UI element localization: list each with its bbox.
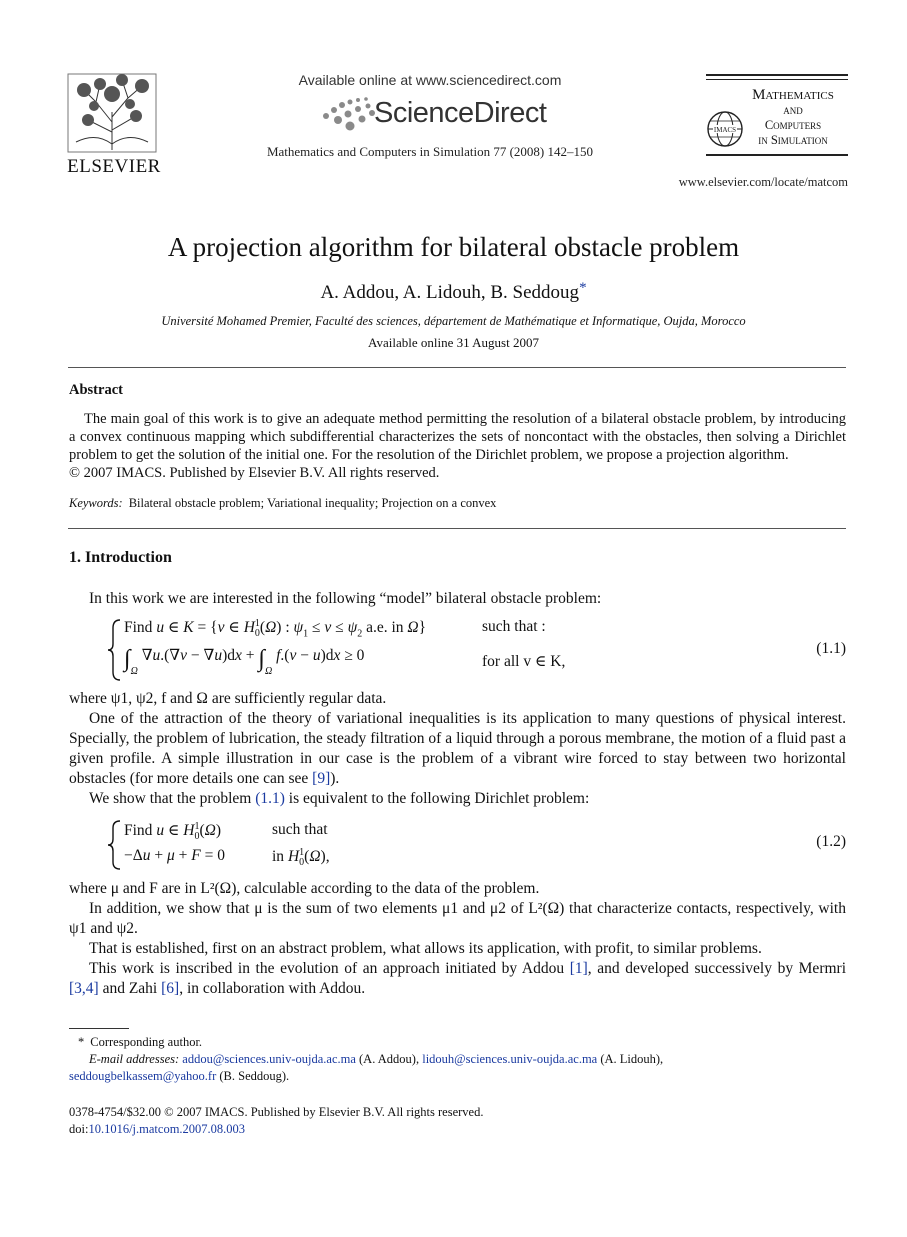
- abstract-text: The main goal of this work is to give an adequate method permitting the resolution of a bilateral obstacle problem, by introducing a convex continuous mapping which subdifferential characterizes the sets of noncontact with the obstacles, then solving a Dirichlet problem to get the solution of the initial one. For the resolution of the Dirichlet problem, we propose a projection algorithm.: [69, 411, 846, 463]
- elsevier-tree-icon: [66, 72, 158, 154]
- equation-1-2-domain: in $H^1_0(\Omega)$,: [272, 847, 330, 869]
- journal-logo: [706, 74, 848, 156]
- abstract-body: [69, 410, 846, 482]
- paragraph-evolution-mid2: and Zahi: [102, 980, 158, 997]
- paragraph-evolution-start: This work is inscribed in the evolution of an approach initiated by Addou: [89, 960, 565, 977]
- top-divider: [68, 367, 846, 368]
- footnote-corresponding: [78, 1034, 202, 1051]
- paragraph-equivalence: [69, 789, 846, 809]
- elsevier-wordmark: ELSEVIER: [67, 156, 161, 177]
- ref-1-link[interactable]: [1]: [569, 960, 588, 977]
- keywords-list: Bilateral obstacle problem; Variational inequality; Projection on a convex: [128, 496, 497, 510]
- author-list: A. Addou, A. Lidouh, B. Seddoug: [320, 282, 580, 303]
- equation-1-2-number: (1.2): [816, 833, 846, 850]
- paragraph-established: That is established, first on an abstract problem, what allows its application, with profit, to similar problems.: [89, 940, 762, 957]
- footnote-emails: [89, 1051, 846, 1068]
- paragraph-attraction-end: ).: [330, 770, 340, 787]
- abstract-divider: [68, 528, 846, 529]
- issn-line: 0378-4754/$32.00 © 2007 IMACS. Published by Elsevier B.V. All rights reserved.: [69, 1105, 484, 1119]
- ref-3-4-link[interactable]: [3,4]: [69, 980, 99, 997]
- available-online-text: Available online at www.sciencedirect.com: [298, 72, 562, 88]
- doi-label: doi:: [69, 1122, 89, 1136]
- equation-1-1-line-1: Find u ∈ K = {v ∈ $H^1_0(\Omega)$ : $\psi_1 \le v \le \psi_2$ a.e. in Ω}: [124, 618, 427, 640]
- doi-line: [69, 1121, 245, 1138]
- ref-6-link[interactable]: [6]: [161, 980, 180, 997]
- email-lidouh-link[interactable]: lidouh@sciences.univ-oujda.ac.ma: [422, 1052, 598, 1066]
- journal-title-block: [738, 88, 848, 148]
- imacs-seal-text: IMACS: [713, 126, 737, 134]
- paragraph-mu-sum: In addition, we show that μ is the sum of two elements μ1 and μ2 of L²(Ω) that characterize contacts, respectively, with ψ1 and ψ2.: [69, 900, 846, 937]
- email-addou-who: (A. Addou),: [359, 1052, 420, 1066]
- equation-1-1-forall: for all v ∈ K,: [482, 653, 566, 670]
- paragraph-data: where ψ1, ψ2, f and Ω are sufficiently regular data.: [69, 690, 387, 707]
- footnote-rule: [69, 1028, 129, 1029]
- journal-url[interactable]: www.elsevier.com/locate/matcom: [678, 175, 848, 189]
- paragraph-evolution: [69, 959, 846, 999]
- equation-1-1-such-that: such that :: [482, 618, 546, 635]
- publisher-header: [230, 72, 630, 160]
- authors: [0, 280, 907, 304]
- equation-1-2-line-1: Find u ∈ $H^1_0(\Omega)$: [124, 821, 222, 843]
- doi-link[interactable]: 10.1016/j.matcom.2007.08.003: [88, 1122, 246, 1136]
- paragraph-equivalence-end: is equivalent to the following Dirichlet problem:: [288, 790, 590, 807]
- paragraph-attraction-text: One of the attraction of the theory of variational inequalities is its application to many questions of physical interest. Specially, the problem of lubrication, the steady filtration of a liquid through a porous membrane, the motion of a fluid past a given profile. A simple illustration in our case is the problem of a vibrant wire forced to stay between two horizontal obstacles (for more details one can see: [69, 710, 846, 787]
- keywords: [69, 496, 496, 511]
- email-lidouh-who: (A. Lidouh),: [600, 1052, 664, 1066]
- section-heading: 1. Introduction: [69, 549, 172, 566]
- footnote-corresponding-text: Corresponding author.: [90, 1035, 203, 1049]
- eq-1-1-link[interactable]: (1.1): [255, 790, 285, 807]
- email-seddoug-link[interactable]: seddougbelkassem@yahoo.fr: [69, 1069, 217, 1083]
- footnote-emails-line-2: [69, 1068, 289, 1085]
- sciencedirect-logo: [230, 92, 630, 136]
- equation-1-2-such-that: such that: [272, 821, 328, 838]
- equation-1-2: [102, 817, 846, 873]
- left-brace-icon: [106, 618, 122, 682]
- paragraph-mu-f: where μ and F are in L²(Ω), calculable according to the data of the problem.: [69, 880, 540, 897]
- sciencedirect-wordmark: ScienceDirect: [374, 97, 547, 129]
- journal-citation: Mathematics and Computers in Simulation 77 (2008) 142–150: [266, 144, 594, 159]
- abstract-copyright: © 2007 IMACS. Published by Elsevier B.V. All rights reserved.: [69, 465, 440, 481]
- paragraph-evolution-end: , in collaboration with Addou.: [179, 980, 366, 997]
- journal-title-line-3: Computers: [764, 118, 822, 132]
- available-date: Available online 31 August 2007: [368, 335, 539, 350]
- journal-title-line-4: in Simulation: [758, 133, 828, 147]
- left-brace-icon: [106, 819, 122, 871]
- corresponding-author-mark[interactable]: *: [579, 280, 587, 296]
- journal-title-line-1: Mathematics: [752, 87, 834, 103]
- footnote-mark: *: [78, 1035, 85, 1049]
- equation-1-1-number: (1.1): [816, 640, 846, 657]
- paragraph-equivalence-start: We show that the problem: [89, 790, 252, 807]
- equation-1-1-line-2: $\int_\Omega$ $\nabla u.(\nabla v - \nabla u)dx + \int_\Omega$ f.(v − u)dx ≥ 0: [124, 646, 365, 677]
- abstract-heading: Abstract: [69, 382, 123, 398]
- email-seddoug-who: (B. Seddoug).: [219, 1069, 290, 1083]
- elsevier-logo: [66, 72, 162, 178]
- keywords-label: Keywords:: [69, 496, 123, 510]
- journal-title-line-2: and: [783, 103, 803, 117]
- email-addou-link[interactable]: addou@sciences.univ-oujda.ac.ma: [182, 1052, 356, 1066]
- sciencedirect-dots-icon: [320, 96, 380, 134]
- paragraph-attraction: [69, 709, 846, 789]
- affiliation: Université Mohamed Premier, Faculté des sciences, département de Mathématique et Informatique, Oujda, Morocco: [161, 314, 746, 328]
- equation-1-1: [102, 616, 846, 686]
- paragraph-intro: In this work we are interested in the following “model” bilateral obstacle problem:: [89, 590, 602, 607]
- paragraph-evolution-mid: , and developed successively by Mermri: [587, 960, 847, 977]
- ref-9-link[interactable]: [9]: [312, 770, 331, 787]
- equation-1-2-line-2: −Δu + μ + F = 0: [124, 847, 225, 864]
- article-title: A projection algorithm for bilateral obstacle problem: [167, 232, 740, 262]
- email-label: E-mail addresses:: [89, 1052, 180, 1066]
